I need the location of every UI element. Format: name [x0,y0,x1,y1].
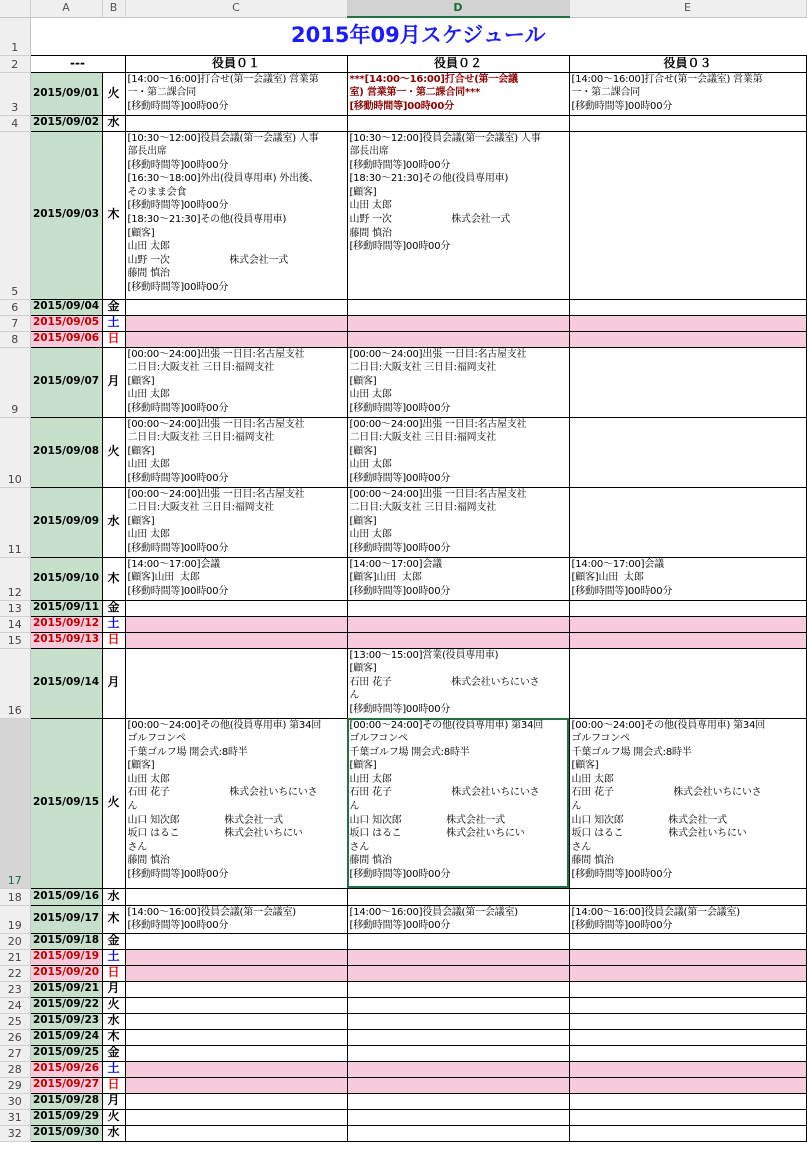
weekday-cell[interactable]: 月 [102,648,125,718]
weekday-cell[interactable]: 木 [102,1029,125,1045]
row-header[interactable]: 14 [0,616,30,632]
table-row [0,600,806,616]
schedule-cell-officer02[interactable] [347,600,569,616]
date-cell[interactable]: 2015/09/04 [30,299,102,315]
weekday-cell[interactable]: 火 [102,72,125,115]
table-row [0,933,806,949]
schedule-cell-officer03[interactable]: [14:00～16:00]打合せ(第一会議室) 営業第 一・第二課合同 [移動時間等]00時00分 [569,72,806,115]
table-row [0,487,806,557]
weekday-cell[interactable]: 日 [102,331,125,347]
schedule-cell-officer03[interactable] [569,981,806,997]
table-row [0,331,806,347]
schedule-cell-officer01[interactable] [125,1013,347,1029]
row-header[interactable]: 24 [0,997,30,1013]
schedule-cell-officer03[interactable] [569,331,806,347]
schedule-cell-officer03[interactable] [569,997,806,1013]
header-cell-ab[interactable]: --- [30,55,125,72]
date-cell[interactable]: 2015/09/26 [30,1061,102,1077]
row-header[interactable]: 7 [0,315,30,331]
schedule-cell-officer02[interactable] [347,299,569,315]
schedule-cell-officer03[interactable] [569,888,806,905]
weekday-cell[interactable]: 金 [102,600,125,616]
row-header[interactable]: 22 [0,965,30,981]
weekday-cell[interactable]: 火 [102,417,125,487]
schedule-cell-officer02[interactable] [347,1109,569,1125]
date-cell[interactable]: 2015/09/14 [30,648,102,718]
schedule-cell-officer03[interactable] [569,315,806,331]
weekday-cell[interactable]: 水 [102,1013,125,1029]
row-header[interactable]: 5 [0,131,30,299]
weekday-cell[interactable]: 日 [102,1077,125,1093]
row-header[interactable]: 18 [0,888,30,905]
weekday-cell[interactable]: 木 [102,905,125,933]
weekday-cell[interactable]: 木 [102,557,125,600]
table-row [0,997,806,1013]
date-cell[interactable]: 2015/09/23 [30,1013,102,1029]
row-header[interactable]: 9 [0,347,30,417]
row-header[interactable]: 16 [0,648,30,718]
schedule-cell-officer01[interactable] [125,949,347,965]
date-cell[interactable]: 2015/09/27 [30,1077,102,1093]
table-row [0,648,806,718]
schedule-cell-officer02[interactable] [347,933,569,949]
schedule-cell-officer01[interactable] [125,997,347,1013]
weekday-cell[interactable]: 火 [102,718,125,888]
date-cell[interactable]: 2015/09/13 [30,632,102,648]
schedule-cell-officer01[interactable] [125,1125,347,1141]
weekday-cell[interactable]: 土 [102,1061,125,1077]
schedule-cell-officer02[interactable] [347,965,569,981]
column-header-e[interactable]: E [569,0,806,17]
schedule-cell-officer03[interactable]: [00:00～24:00]その他(役員専用車) 第34回 ゴルフコンペ 千葉ゴルフ場 開会式:8時半 [顧客] 山田 太郎 石田 花子 株式会社いちにいさ ん 山口 知次郎 株式会社一式 坂口 はるこ 株式会社いちにい さん 藤間 慎治 [移動時間等]00時00分 [569,718,806,888]
row-header[interactable]: 26 [0,1029,30,1045]
schedule-cell-officer03[interactable] [569,600,806,616]
schedule-cell-officer01[interactable] [125,1061,347,1077]
schedule-cell-officer03[interactable] [569,632,806,648]
schedule-cell-officer01[interactable]: [10:30～12:00]役員会議(第一会議室) 人事 部長出席 [移動時間等]00時00分 [16:30～18:00]外出(役員専用車) 外出後、 そのまま会食 [移動時間等]00時00分 [18:30～21:30]その他(役員専用車) [顧客] 山田 太郎 山野 一次 株式会社一式 藤間 慎治 [移動時間等]00時00分 [125,131,347,299]
schedule-cell-officer03[interactable] [569,1013,806,1029]
table-row [0,299,806,315]
schedule-cell-officer03[interactable] [569,648,806,718]
header-row [0,55,806,72]
schedule-cell-officer01[interactable] [125,1045,347,1061]
weekday-cell[interactable]: 土 [102,616,125,632]
weekday-cell[interactable]: 土 [102,949,125,965]
schedule-cell-officer02[interactable] [347,1061,569,1077]
schedule-cell-officer01[interactable] [125,331,347,347]
row-header[interactable]: 21 [0,949,30,965]
column-header-a[interactable]: A [30,0,102,17]
schedule-cell-officer03[interactable] [569,1061,806,1077]
weekday-cell[interactable]: 月 [102,981,125,997]
table-row [0,1077,806,1093]
row-header[interactable]: 19 [0,905,30,933]
schedule-cell-officer02[interactable] [347,1029,569,1045]
schedule-cell-officer02[interactable] [347,115,569,131]
schedule-cell-officer02[interactable] [347,1077,569,1093]
header-cell-e[interactable]: 役員０３ [569,55,806,72]
schedule-cell-officer01[interactable] [125,115,347,131]
schedule-cell-officer02[interactable] [347,981,569,997]
date-cell[interactable]: 2015/09/28 [30,1093,102,1109]
schedule-cell-officer02[interactable] [347,1093,569,1109]
schedule-cell-officer03[interactable] [569,1125,806,1141]
schedule-cell-officer01[interactable] [125,1093,347,1109]
schedule-cell-officer01[interactable] [125,315,347,331]
schedule-cell-officer02[interactable] [347,331,569,347]
weekday-cell[interactable]: 日 [102,965,125,981]
schedule-cell-officer01[interactable] [125,965,347,981]
column-header-c[interactable]: C [125,0,347,17]
select-all-corner[interactable] [0,0,30,17]
schedule-cell-officer03[interactable] [569,131,806,299]
schedule-cell-officer01[interactable] [125,600,347,616]
schedule-cell-officer02[interactable] [347,1013,569,1029]
table-row [0,1045,806,1061]
date-cell[interactable]: 2015/09/02 [30,115,102,131]
table-row [0,1061,806,1077]
row-header[interactable]: 27 [0,1045,30,1061]
weekday-cell[interactable]: 水 [102,487,125,557]
weekday-cell[interactable]: 金 [102,1045,125,1061]
table-row [0,718,806,888]
schedule-cell-officer03[interactable]: [14:00～17:00]会議 [顧客]山田 太郎 [移動時間等]00時00分 [569,557,806,600]
header-cell-d[interactable]: 役員０２ [347,55,569,72]
weekday-cell[interactable]: 月 [102,347,125,417]
schedule-cell-officer03[interactable] [569,299,806,315]
column-header-d[interactable]: D [347,0,569,17]
row-header[interactable]: 30 [0,1093,30,1109]
weekday-cell[interactable]: 水 [102,115,125,131]
schedule-cell-officer01[interactable] [125,299,347,315]
schedule-cell-officer01[interactable] [125,888,347,905]
table-row [0,981,806,997]
date-cell[interactable]: 2015/09/09 [30,487,102,557]
date-cell[interactable]: 2015/09/21 [30,981,102,997]
weekday-cell[interactable]: 日 [102,632,125,648]
table-row [0,72,806,115]
table-row [0,347,806,417]
column-header-row [0,0,806,17]
table-row [0,1013,806,1029]
schedule-cell-officer02[interactable] [347,315,569,331]
date-cell[interactable]: 2015/09/15 [30,718,102,888]
schedule-cell-officer01[interactable] [125,616,347,632]
schedule-cell-officer01[interactable] [125,933,347,949]
table-row [0,131,806,299]
schedule-cell-officer02[interactable]: [00:00～24:00]出張 一日目:名古屋支社 二日目:大阪支社 三日目:福岡支社 [顧客] 山田 太郎 [移動時間等]00時00分 [347,417,569,487]
weekday-cell[interactable]: 火 [102,1109,125,1125]
row-header[interactable]: 1 [0,17,30,55]
schedule-cell-officer03[interactable] [569,1109,806,1125]
column-header-b[interactable]: B [102,0,125,17]
date-cell[interactable]: 2015/09/01 [30,72,102,115]
row-header[interactable]: 11 [0,487,30,557]
row-header[interactable]: 25 [0,1013,30,1029]
table-row [0,949,806,965]
row-header[interactable]: 28 [0,1061,30,1077]
date-cell[interactable]: 2015/09/12 [30,616,102,632]
date-cell[interactable]: 2015/09/07 [30,347,102,417]
header-cell-c[interactable]: 役員０１ [125,55,347,72]
schedule-cell-officer01[interactable]: [14:00～16:00]役員会議(第一会議室) [移動時間等]00時00分 [125,905,347,933]
row-header[interactable]: 3 [0,72,30,115]
row-header[interactable]: 4 [0,115,30,131]
title-row [0,17,806,55]
table-row [0,965,806,981]
table-row [0,115,806,131]
table-row [0,557,806,600]
row-header[interactable]: 13 [0,600,30,616]
row-header[interactable]: 15 [0,632,30,648]
date-cell[interactable]: 2015/09/10 [30,557,102,600]
date-cell[interactable]: 2015/09/22 [30,997,102,1013]
schedule-cell-officer03[interactable] [569,1045,806,1061]
schedule-cell-officer01[interactable] [125,1077,347,1093]
schedule-cell-officer03[interactable] [569,487,806,557]
schedule-cell-officer03[interactable] [569,949,806,965]
date-cell[interactable]: 2015/09/20 [30,965,102,981]
weekday-cell[interactable]: 水 [102,1125,125,1141]
table-row [0,888,806,905]
row-header[interactable]: 6 [0,299,30,315]
schedule-cell-officer03[interactable] [569,115,806,131]
schedule-cell-officer02[interactable]: [00:00～24:00]出張 一日目:名古屋支社 二日目:大阪支社 三日目:福岡支社 [顧客] 山田 太郎 [移動時間等]00時00分 [347,487,569,557]
date-cell[interactable]: 2015/09/25 [30,1045,102,1061]
schedule-cell-officer02[interactable]: ***[14:00～16:00]打合せ(第一会議 室) 営業第一・第二課合同*** [移動時間等]00時00分 [347,72,569,115]
schedule-cell-officer02[interactable]: [14:00～16:00]役員会議(第一会議室) [移動時間等]00時00分 [347,905,569,933]
date-cell[interactable]: 2015/09/17 [30,905,102,933]
table-row [0,616,806,632]
schedule-cell-officer03[interactable] [569,347,806,417]
table-row [0,1093,806,1109]
schedule-cell-officer02[interactable] [347,616,569,632]
table-row [0,1125,806,1141]
schedule-cell-officer01[interactable] [125,981,347,997]
schedule-cell-officer03[interactable] [569,417,806,487]
date-cell[interactable]: 2015/09/30 [30,1125,102,1141]
row-header[interactable]: 17 [0,718,30,888]
weekday-cell[interactable]: 金 [102,299,125,315]
row-header[interactable]: 20 [0,933,30,949]
schedule-cell-officer02[interactable]: [00:00～24:00]出張 一日目:名古屋支社 二日目:大阪支社 三日目:福岡支社 [顧客] 山田 太郎 [移動時間等]00時00分 [347,347,569,417]
schedule-cell-officer02[interactable]: [00:00～24:00]その他(役員専用車) 第34回 ゴルフコンペ 千葉ゴルフ場 開会式:8時半 [顧客] 山田 太郎 石田 花子 株式会社いちにいさ ん 山口 知次郎 株式会社一式 坂口 はるこ 株式会社いちにい さん 藤間 慎治 [移動時間等]00時00分 [347,718,569,888]
date-cell[interactable]: 2015/09/06 [30,331,102,347]
schedule-cell-officer02[interactable] [347,997,569,1013]
schedule-cell-officer01[interactable] [125,1029,347,1045]
table-row [0,417,806,487]
schedule-cell-officer02[interactable] [347,888,569,905]
date-cell[interactable]: 2015/09/16 [30,888,102,905]
schedule-cell-officer01[interactable] [125,632,347,648]
schedule-cell-officer03[interactable] [569,1077,806,1093]
schedule-cell-officer03[interactable] [569,1029,806,1045]
table-row [0,1109,806,1125]
schedule-cell-officer01[interactable]: [00:00～24:00]その他(役員専用車) 第34回 ゴルフコンペ 千葉ゴルフ場 開会式:8時半 [顧客] 山田 太郎 石田 花子 株式会社いちにいさ ん 山口 知次郎 株式会社一式 坂口 はるこ 株式会社いちにい さん 藤間 慎治 [移動時間等]00時00分 [125,718,347,888]
schedule-cell-officer03[interactable] [569,616,806,632]
schedule-cell-officer02[interactable] [347,949,569,965]
page-title: 2015年09月スケジュール [291,23,546,48]
date-cell[interactable]: 2015/09/05 [30,315,102,331]
weekday-cell[interactable]: 火 [102,997,125,1013]
row-header[interactable]: 2 [0,55,30,72]
table-row [0,632,806,648]
schedule-cell-officer01[interactable]: [00:00～24:00]出張 一日目:名古屋支社 二日目:大阪支社 三日目:福岡支社 [顧客] 山田 太郎 [移動時間等]00時00分 [125,417,347,487]
date-cell[interactable]: 2015/09/03 [30,131,102,299]
date-cell[interactable]: 2015/09/18 [30,933,102,949]
date-cell[interactable]: 2015/09/11 [30,600,102,616]
schedule-cell-officer01[interactable]: [14:00～17:00]会議 [顧客]山田 太郎 [移動時間等]00時00分 [125,557,347,600]
weekday-cell[interactable]: 金 [102,933,125,949]
schedule-cell-officer03[interactable]: [14:00～16:00]役員会議(第一会議室) [移動時間等]00時00分 [569,905,806,933]
row-header[interactable]: 8 [0,331,30,347]
schedule-cell-officer01[interactable]: [14:00～16:00]打合せ(第一会議室) 営業第 一・第二課合同 [移動時間等]00時00分 [125,72,347,115]
weekday-cell[interactable]: 土 [102,315,125,331]
row-header[interactable]: 12 [0,557,30,600]
schedule-cell-officer03[interactable] [569,965,806,981]
schedule-cell-officer02[interactable] [347,1125,569,1141]
date-cell[interactable]: 2015/09/24 [30,1029,102,1045]
schedule-cell-officer03[interactable] [569,933,806,949]
row-header[interactable]: 32 [0,1125,30,1141]
row-header[interactable]: 10 [0,417,30,487]
schedule-cell-officer03[interactable] [569,1093,806,1109]
schedule-cell-officer01[interactable]: [00:00～24:00]出張 一日目:名古屋支社 二日目:大阪支社 三日目:福岡支社 [顧客] 山田 太郎 [移動時間等]00時00分 [125,347,347,417]
schedule-cell-officer01[interactable] [125,648,347,718]
weekday-cell[interactable]: 月 [102,1093,125,1109]
row-header[interactable]: 31 [0,1109,30,1125]
row-header[interactable]: 29 [0,1077,30,1093]
schedule-cell-officer02[interactable]: [13:00～15:00]営業(役員専用車) [顧客] 石田 花子 株式会社いちにいさ ん [移動時間等]00時00分 [347,648,569,718]
table-row [0,315,806,331]
date-cell[interactable]: 2015/09/19 [30,949,102,965]
table-row [0,1029,806,1045]
schedule-cell-officer02[interactable]: [14:00～17:00]会議 [顧客]山田 太郎 [移動時間等]00時00分 [347,557,569,600]
weekday-cell[interactable]: 水 [102,888,125,905]
schedule-cell-officer01[interactable]: [00:00～24:00]出張 一日目:名古屋支社 二日目:大阪支社 三日目:福岡支社 [顧客] 山田 太郎 [移動時間等]00時00分 [125,487,347,557]
schedule-cell-officer01[interactable] [125,1109,347,1125]
schedule-cell-officer02[interactable] [347,632,569,648]
table-row [0,905,806,933]
row-header[interactable]: 23 [0,981,30,997]
schedule-cell-officer02[interactable]: [10:30～12:00]役員会議(第一会議室) 人事 部長出席 [移動時間等]00時00分 [18:30～21:30]その他(役員専用車) [顧客] 山田 太郎 山野 一次 株式会社一式 藤間 慎治 [移動時間等]00時00分 [347,131,569,299]
schedule-cell-officer02[interactable] [347,1045,569,1061]
date-cell[interactable]: 2015/09/29 [30,1109,102,1125]
weekday-cell[interactable]: 木 [102,131,125,299]
date-cell[interactable]: 2015/09/08 [30,417,102,487]
